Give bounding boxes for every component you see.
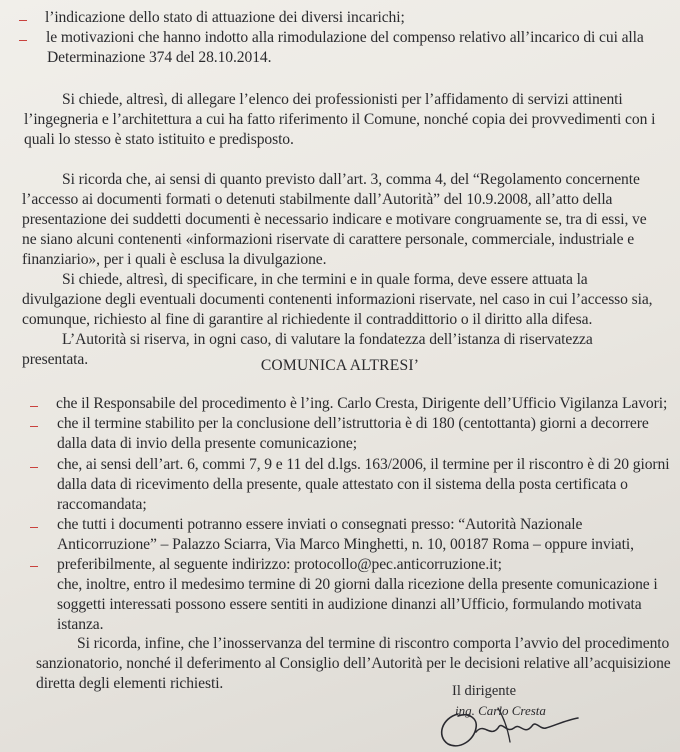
bullet-dash (19, 20, 27, 21)
text-line: divulgazione degli eventuali documenti contenenti informazioni riservate, nel caso in cui l’accesso sia, (22, 291, 653, 308)
text-line: che il Responsabile del procedimento è l’ing. Carlo Cresta, Dirigente dell’Ufficio Vigilanza Lavori; (56, 395, 668, 412)
text-line: finanziario», per i quali è esclusa la divulgazione. (22, 251, 327, 268)
text-line: Si chiede, altresì, di allegare l’elenco dei professionisti per l’affidamento di servizi attinenti (62, 91, 623, 108)
text-line: Determinazione 374 del 28.10.2014. (47, 49, 272, 66)
text-line: l’accesso ai documenti formati o detenuti stabilmente dall’Autorità” del 10.9.2008, all’atto della (22, 191, 613, 208)
text-line: l’indicazione dello stato di attuazione dei diversi incarichi; (45, 9, 405, 26)
text-line: preferibilmente, al seguente indirizzo: protocollo@pec.anticorruzione.it; (57, 556, 502, 573)
text-line: quali lo stesso è stato istituito e predisposto. (24, 131, 294, 148)
handwritten-signature (428, 698, 608, 752)
text-line: comunque, richiesto al fine di garantire al richiedente il contraddittorio o il diritto alla difesa. (22, 311, 593, 328)
text-line: dalla data di ricevimento della presente, quale attestato con il sistema della posta certificata o (57, 476, 628, 493)
text-line: Si ricorda che, ai sensi di quanto previsto dall’art. 3, comma 4, del “Regolamento concernente (62, 171, 640, 188)
text-line: sanzionatorio, nonché il deferimento al Consiglio dell’Autorità per le decisioni relative all’acquisizione (36, 655, 671, 672)
text-line: le motivazioni che hanno indotto alla rimodulazione del compenso relativo all’incarico di cui alla (46, 29, 644, 46)
signature-name: ing. Carlo Cresta (455, 703, 546, 718)
text-line: soggetti interessati possono essere sentiti in audizione dinanzi all’Ufficio, formulando motivata (57, 596, 642, 613)
text-line: presentata. (22, 351, 89, 368)
text-line: che tutti i documenti potranno essere inviati o consegnati presso: “Autorità Nazionale (57, 516, 583, 533)
text-line: istanza. (57, 616, 104, 633)
bullet-dash (30, 406, 38, 407)
section-heading: COMUNICA ALTRESI’ (260, 357, 420, 374)
bullet-dash (30, 426, 38, 427)
text-line: ne siano alcuni contenenti «informazioni riservate di carattere personale, commerciale, industriale e (22, 231, 635, 248)
text-line: Anticorruzione” – Palazzo Sciarra, Via Marco Minghetti, n. 10, 00187 Roma – oppure inviati, (57, 536, 634, 553)
text-line: diretta degli elementi richiesti. (36, 675, 224, 692)
text-line: presentazione dei suddetti documenti è necessario indicare e motivare congruamente se, tra di essi, ve (22, 211, 647, 228)
text-line: dalla data di invio della presente comunicazione; (57, 435, 357, 452)
text-line: che il termine stabilito per la conclusione dell’istruttoria è di 180 (centottanta) giorni a decorrere (57, 415, 649, 432)
bullet-dash (30, 566, 38, 567)
text-line: l’ingegneria e l’architettura a cui ha fatto riferimento il Comune, nonché copia dei provvedimenti con i (24, 111, 656, 128)
bullet-dash (30, 527, 38, 528)
text-line: che, ai sensi dell’art. 6, commi 7, 9 e 11 del d.lgs. 163/2006, il termine per il riscontro è di 20 giorni (57, 456, 670, 473)
text-line: L’Autorità si riserva, in ogni caso, di valutare la fondatezza dell’istanza di riservatezza (62, 331, 593, 348)
text-line: raccomandata; (57, 496, 147, 513)
text-line: Si chiede, altresì, di specificare, in che termini e in quale forma, deve essere attuata la (62, 271, 588, 288)
signature-title: Il dirigente (452, 683, 517, 699)
text-line: che, inoltre, entro il medesimo termine di 20 giorni dalla ricezione della presente comunicazione i (57, 576, 658, 593)
bullet-dash (19, 40, 27, 41)
text-line: Si ricorda, infine, che l’inosservanza del termine di riscontro comporta l’avvio del procedimento (77, 635, 670, 652)
bullet-dash (30, 467, 38, 468)
